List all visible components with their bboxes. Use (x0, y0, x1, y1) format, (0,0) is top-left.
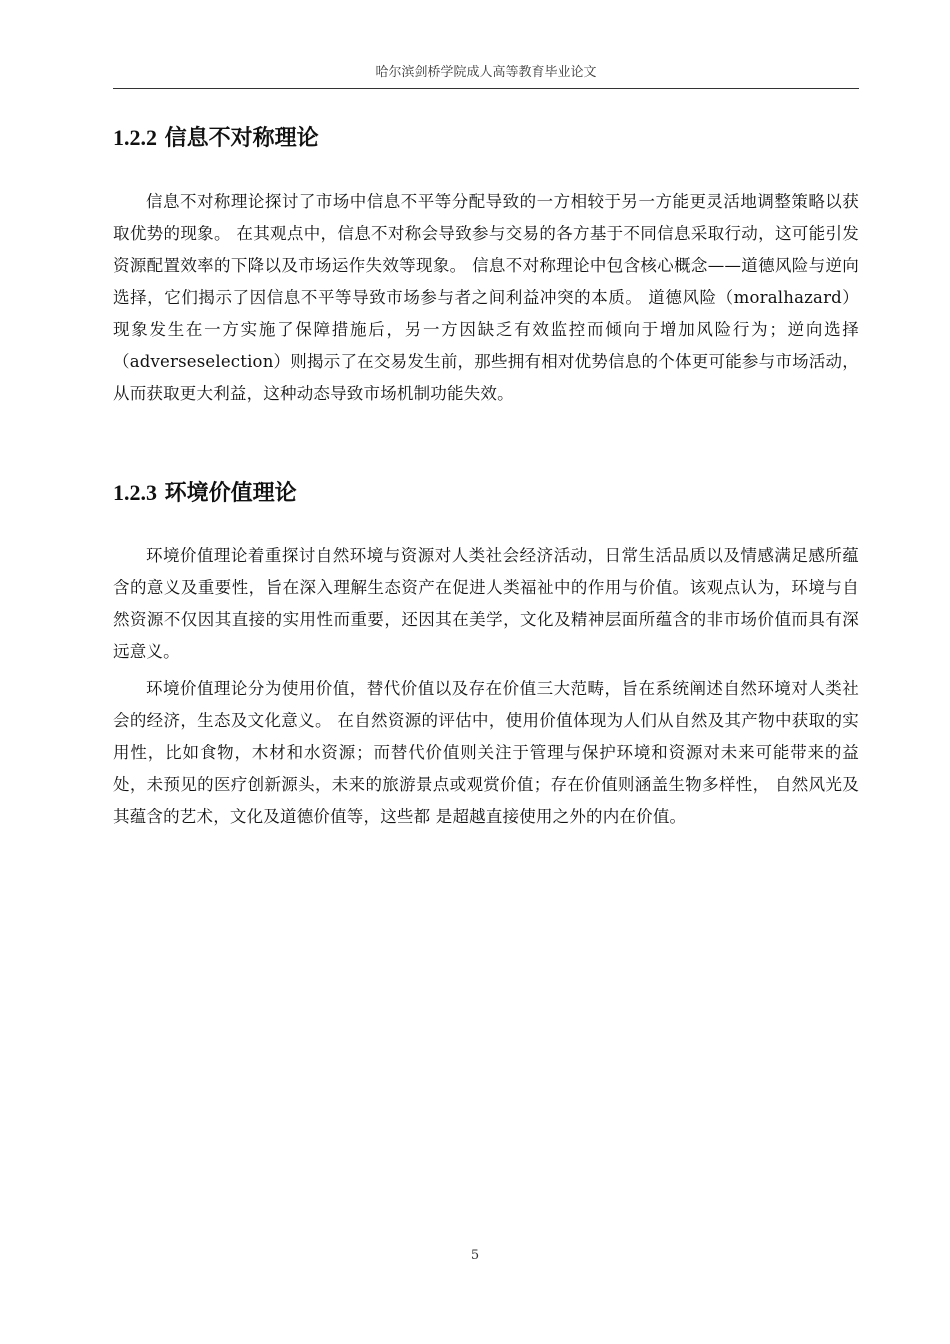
page-number: 5 (470, 1248, 480, 1263)
section-heading-text: 信息不对称理论 (164, 126, 319, 151)
paragraph-environmental-value-1: 环境价值理论着重探讨自然环境与资源对人类社会经济活动，日常生活品质以及情感满足感所蕴含的意义及重要性，旨在深入理解生态资产在促进人类福祉中的作用与价值。该观点认为，环境与自然资源不仅因其直接的实用性而重要，还因其在美学，文化及精神层面所蕴含的非市场价值而具有深远意义。 (113, 546, 859, 661)
header-title: 哈尔滨剑桥学院成人高等教育毕业论文 (375, 65, 597, 80)
section-number: 1.2.3 (113, 480, 157, 505)
section-heading-text: 环境价值理论 (164, 481, 297, 506)
paragraph-environmental-value-2: 环境价值理论分为使用价值，替代价值以及存在价值三大范畴，旨在系统阐述自然环境对人类社会的经济，生态及文化意义。 在自然资源的评估中，使用价值体现为人们从自然及其产物中获取的实用性，比如食物，木材和水资源；而替代价值则关注于管理与保护环境和资源对未来可能带来的益处，未预见的医疗创新源头，未来的旅游景点或观赏价值；存在价值则涵盖生物多样性， 自然风光及其蕴含的艺术，文化及道德价值等，这些都 是超越直接使用之外的内在价值。 (113, 679, 859, 826)
paragraph-information-asymmetry: 信息不对称理论探讨了市场中信息不平等分配导致的一方相较于另一方能更灵活地调整策略以获取优势的现象。 在其观点中，信息不对称会导致参与交易的各方基于不同信息采取行动，这可能引发资源配置效率的下降以及市场运作失效等现象。 信息不对称理论中包含核心概念——道德风险与逆向选择，它们揭示了因信息不平等导致市场参与者之间利益冲突的本质。 道德风险（moralhazard）现象发生在一方实施了保障措施后，另一方因缺乏有效监控而倾向于增加风险行为；逆向选择（adverseselection）则揭示了在交易发生前，那些拥有相对优势信息的个体更可能参与市场活动，从而获取更大利益，这种动态导致市场机制功能失效。 (113, 192, 859, 403)
page-header (113, 62, 859, 89)
section-title-1-2-3 (113, 478, 297, 509)
section-title-1-2-2 (113, 123, 319, 154)
section-number: 1.2.2 (113, 125, 157, 150)
